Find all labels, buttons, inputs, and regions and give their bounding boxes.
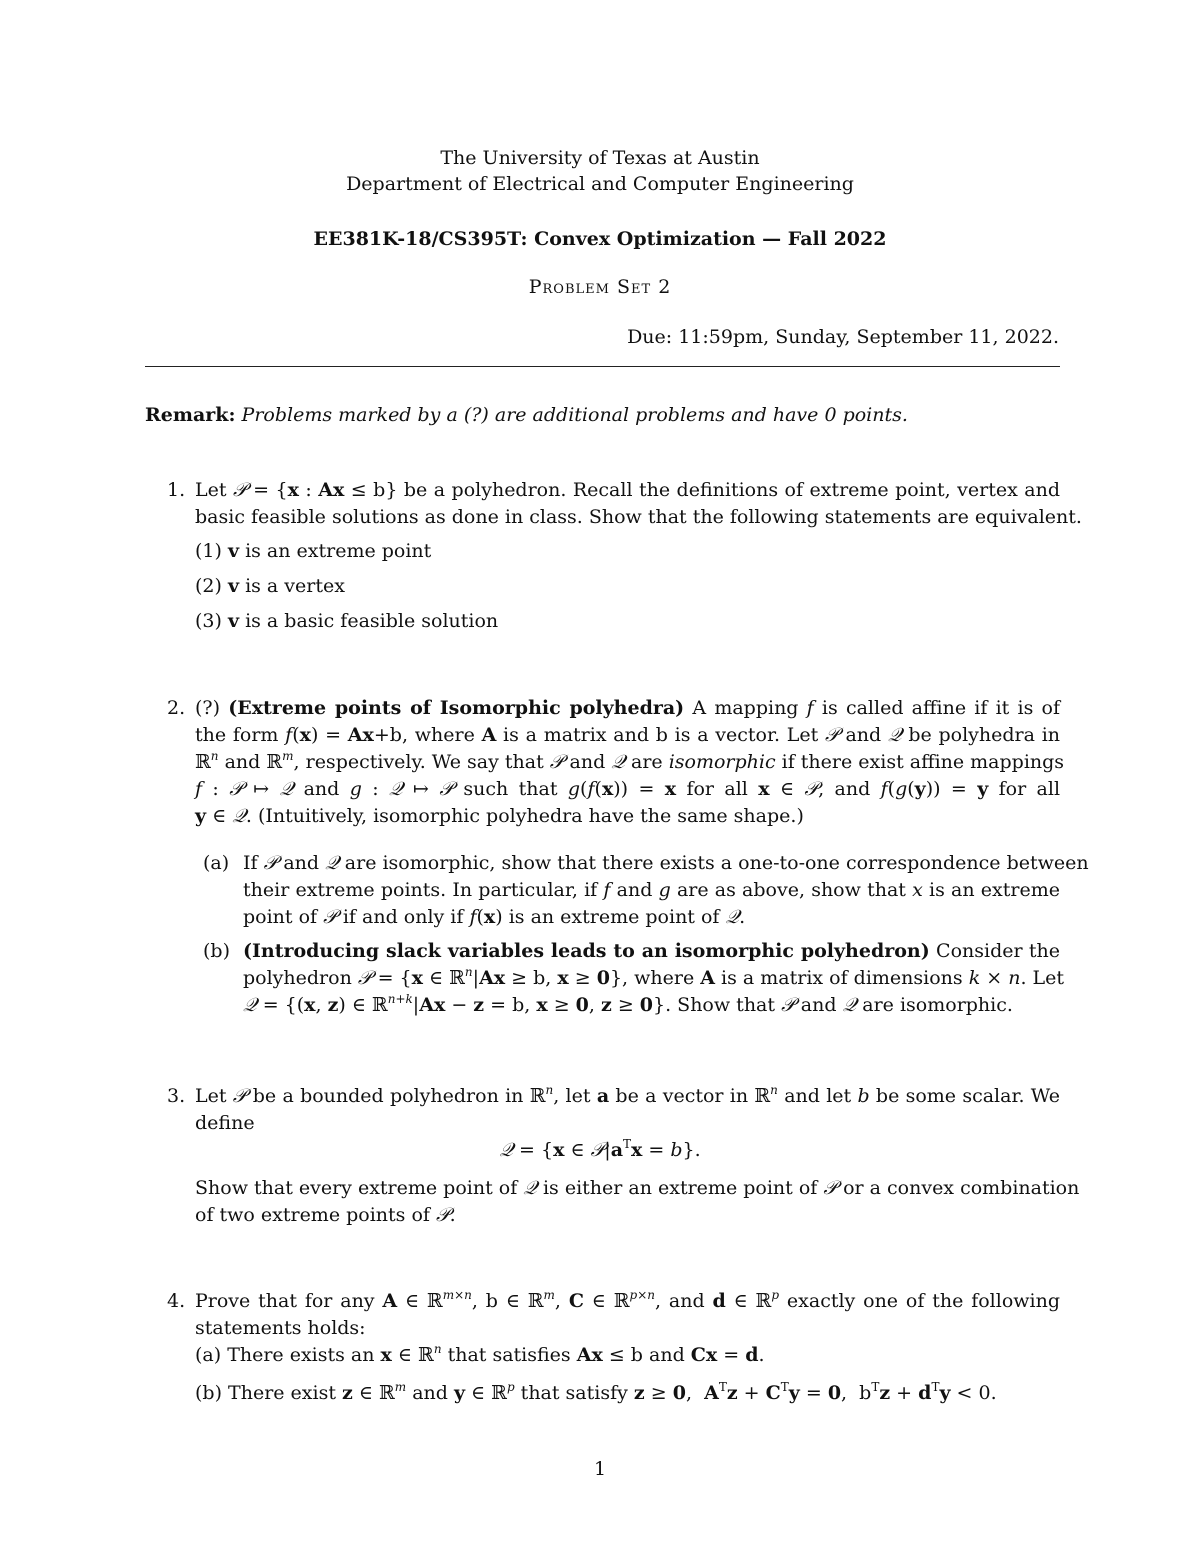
problem-2a-label: (a) — [203, 852, 230, 874]
page-number: 1 — [593, 1458, 607, 1480]
problem-set-title: Problem Set 2 — [528, 276, 672, 298]
problem-3-line-1: Let 𝒫 be a bounded polyhedron in ℝ$^n$, let a be a vector in ℝ$^n$ and let b be some scalar. We — [195, 1082, 1061, 1107]
due-date: Due: 11:59pm, Sunday, September 11, 2022. — [627, 326, 1059, 348]
problem-1-number: 1. — [167, 479, 186, 501]
problem-3-line-4: of two extreme points of 𝒫. — [195, 1204, 456, 1226]
problem-3-line-3: Show that every extreme point of 𝒬 is either an extreme point of 𝒫 or a convex combination — [195, 1177, 1080, 1199]
course-title: EE381K-18/CS395T: Convex Optimization — Fall 2022 — [313, 228, 887, 250]
problem-2a-line-3: point of 𝒫 if and only if f(x) is an extreme point of 𝒬. — [243, 906, 746, 928]
problem-1-item-2: (2) v is a vertex — [195, 575, 345, 597]
problem-1-line-1: Let 𝒫 = {x : Ax ≤ b} be a polyhedron. Recall the definitions of extreme point, vertex and — [195, 479, 1061, 501]
problem-2a-line-1: If 𝒫 and 𝒬 are isomorphic, show that there exists a one-to-one correspondence between — [243, 852, 1089, 874]
problem-2-number: 2. — [167, 697, 186, 719]
remark-text: Problems marked by a (?) are additional problems and have 0 points. — [241, 404, 908, 426]
problem-3-equation: 𝒬 = {x ∈ $𝒫|a^Tx = b$}. — [499, 1136, 701, 1161]
problem-1-line-2: basic feasible solutions as done in class. Show that the following statements are equivalent. — [195, 506, 1082, 528]
problem-2b-line-2: polyhedron 𝒫 = {x ∈ ℝ$^n$|Ax ≥ b, x ≥ 0}, where A is a matrix of dimensions k × n. Let — [243, 964, 1065, 989]
header-rule — [145, 366, 1060, 367]
problem-3-number: 3. — [167, 1085, 186, 1107]
remark — [145, 402, 1060, 428]
problem-4a: (a) There exists an x ∈ ℝ$^n$ that satisfies Ax ≤ b and Cx = d. — [195, 1341, 765, 1366]
problem-1-item-1: (1) v is an extreme point — [195, 540, 432, 562]
problem-2-line-5: y ∈ 𝒬. (Intuitively, isomorphic polyhedra have the same shape.) — [195, 805, 804, 827]
problem-3-line-2: define — [195, 1112, 255, 1134]
problem-2b-line-3: 𝒬 = {(x, z) ∈ ℝ$^{n+k}$|Ax − z = b, x ≥ 0, z ≥ 0}. Show that 𝒫 and 𝒬 are isomorphic. — [243, 991, 1013, 1016]
university-name: The University of Texas at Austin — [440, 147, 760, 169]
problem-4-number: 4. — [167, 1290, 186, 1312]
problem-2b-line-1: (Introducing slack variables leads to an isomorphic polyhedron) Consider the — [243, 940, 1060, 962]
problem-2-line-3: ℝ$^n$ and ℝ$^m$, respectively. We say that 𝒫 and 𝒬 are isomorphic if there exist affine mappings — [195, 748, 1065, 773]
department-name: Department of Electrical and Computer Engineering — [346, 173, 854, 195]
problem-2-line-4: f : 𝒫 ↦ 𝒬 and g : 𝒬 ↦ 𝒫 such that g(f(x)) = x for all x ∈ 𝒫, and f(g(y)) = y for all — [195, 778, 1061, 800]
problem-1-item-3: (3) v is a basic feasible solution — [195, 610, 499, 632]
problem-4-line-1: Prove that for any A ∈ ℝ$^{m\times n}$, b ∈ ℝ$^m$, C ∈ ℝ$^{p\times n}$, and d ∈ ℝ$^p$ exactly one of the following — [195, 1287, 1061, 1312]
problem-2-line-1: (?) (Extreme points of Isomorphic polyhedra) A mapping f is called affine if it is of — [195, 697, 1061, 719]
problem-4b: (b) There exist z ∈ ℝ$^m$ and y ∈ ℝ$^p$ that satisfy z ≥ 0, $A^Tz + C^Ty = 0$, $b^Tz + d^Ty < 0$. — [195, 1379, 997, 1404]
remark-label: Remark: — [145, 404, 236, 426]
problem-2-line-2: the form f(x) = Ax+b, where A is a matrix and b is a vector. Let 𝒫 and 𝒬 be polyhedra in — [195, 724, 1061, 746]
problem-2b-label: (b) — [203, 940, 230, 962]
problem-2a-line-2: their extreme points. In particular, if f and g are as above, show that x is an extreme — [243, 879, 1060, 901]
problem-4-line-2: statements holds: — [195, 1317, 366, 1339]
